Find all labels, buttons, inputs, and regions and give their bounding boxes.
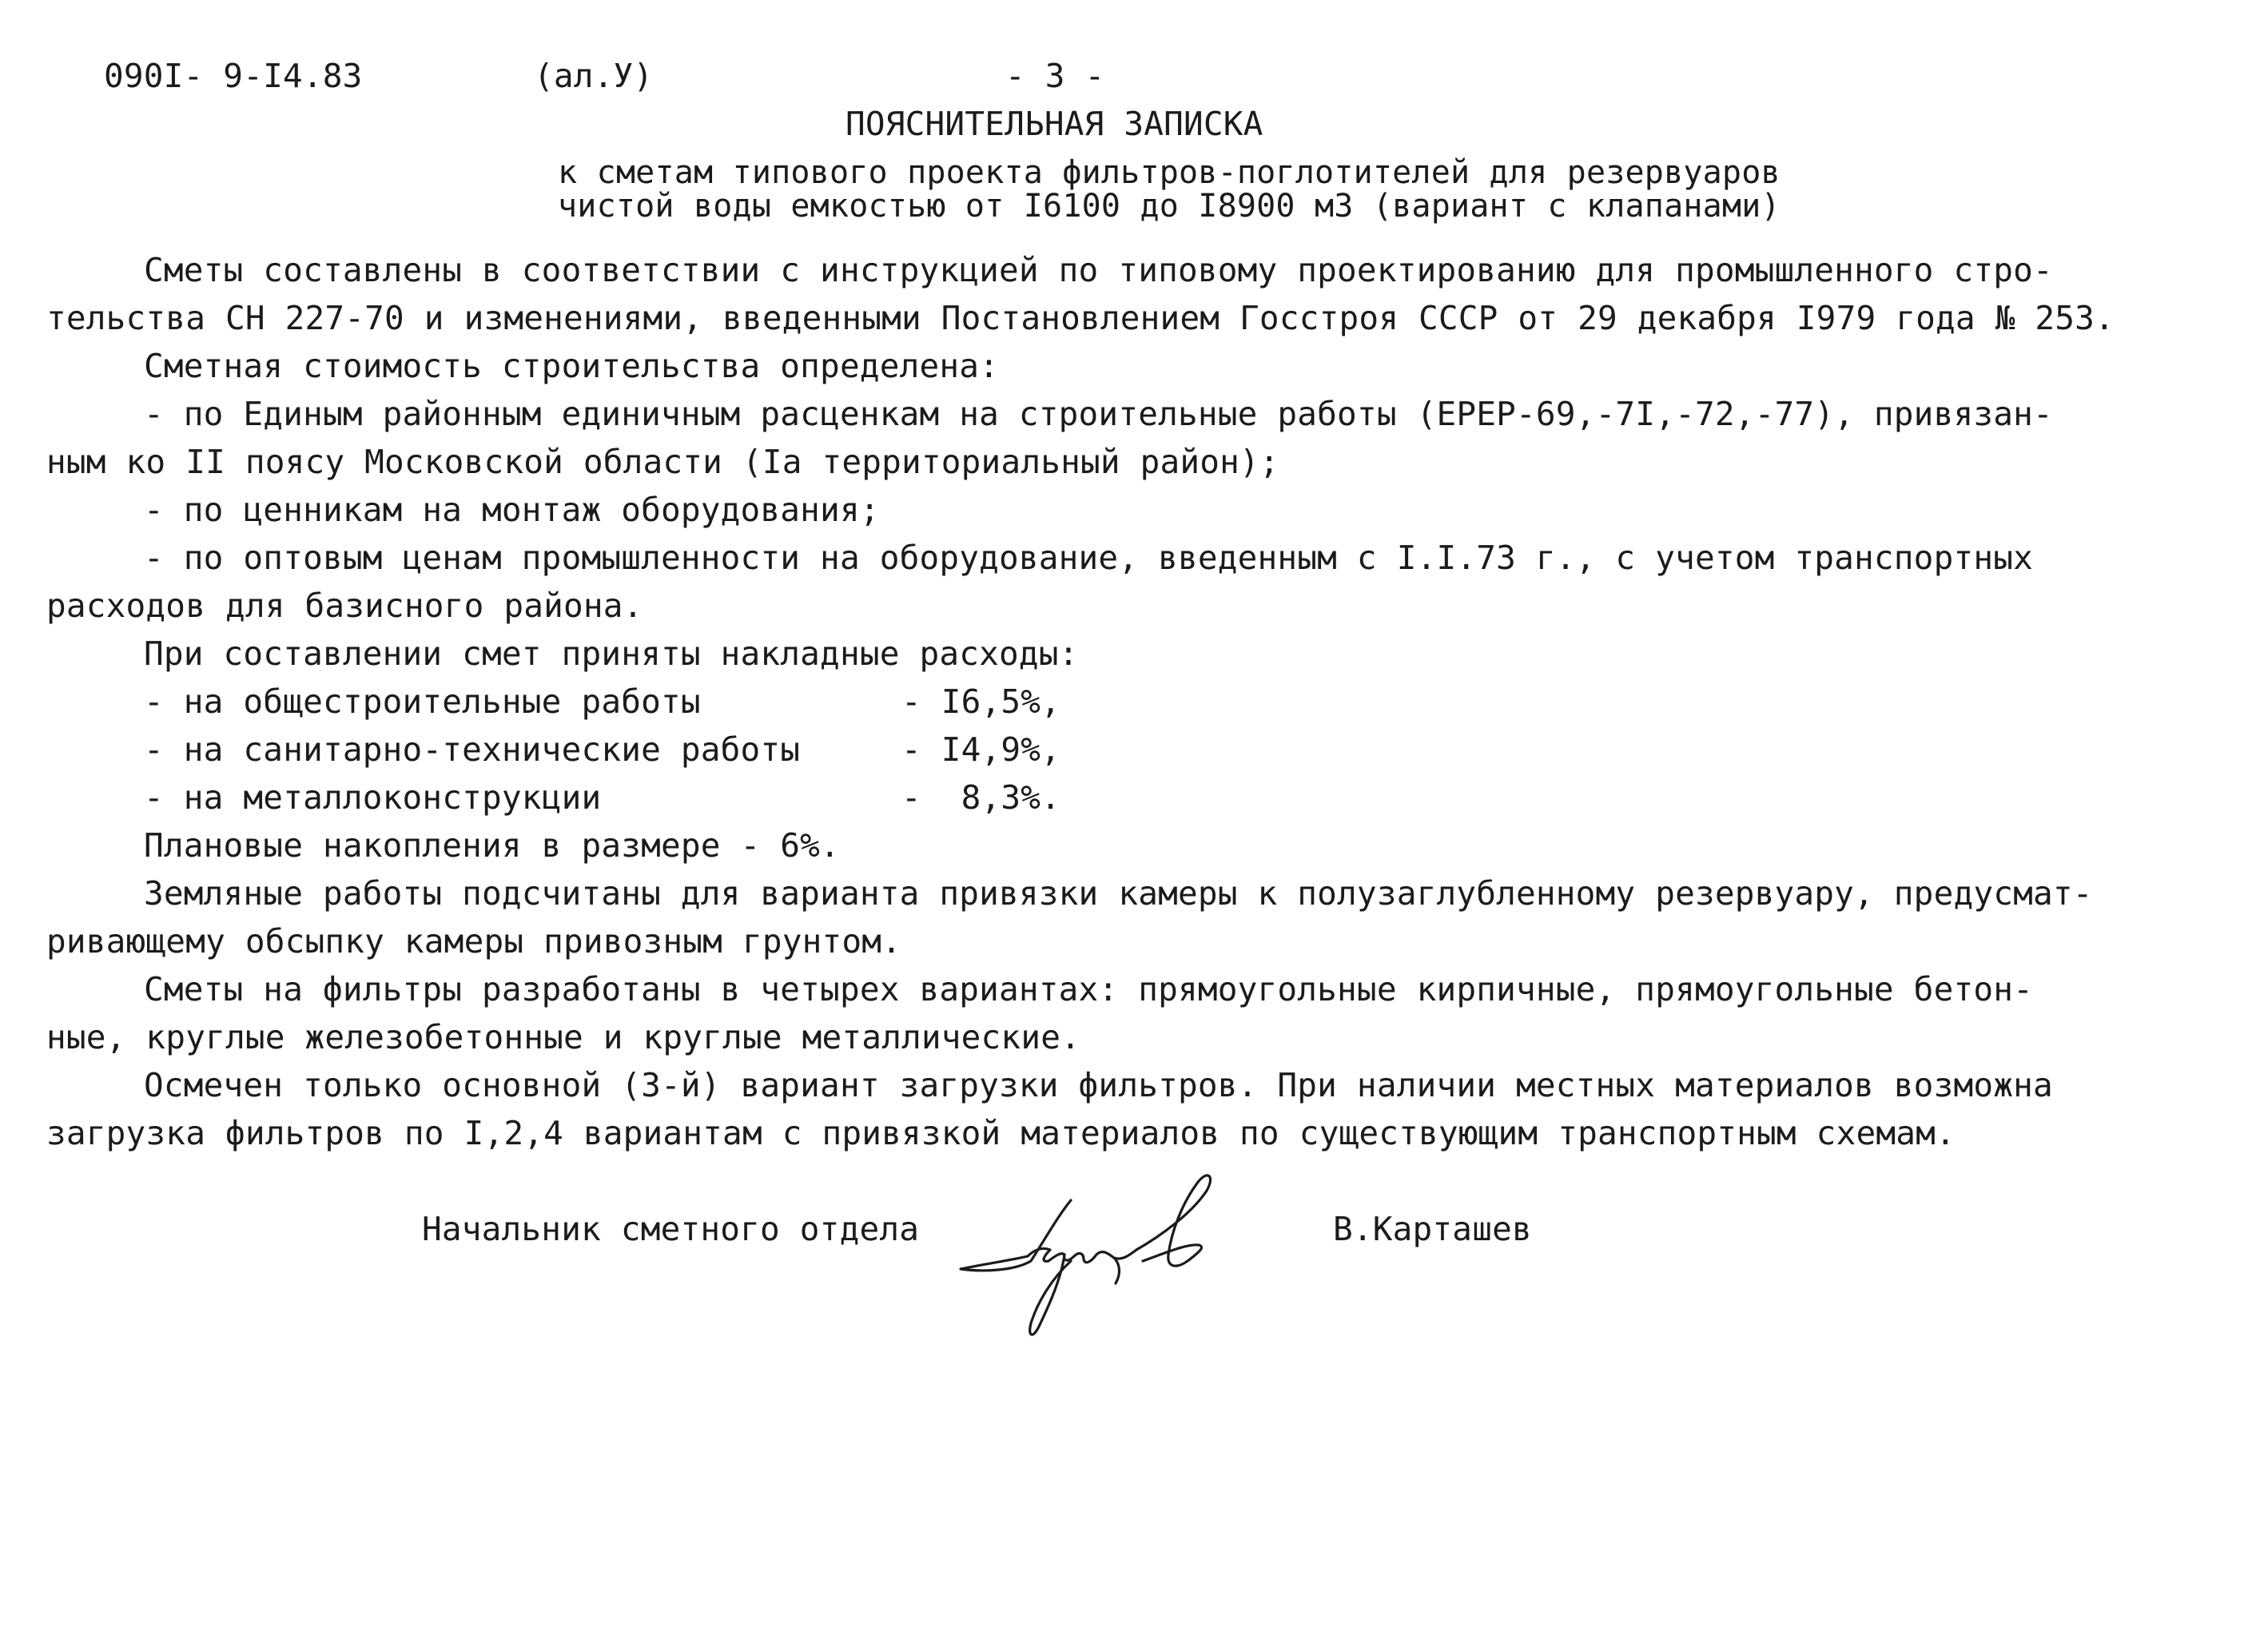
- body-line: Осмечен только основной (3-й) вариант загрузки фильтров. При наличии местных материалов возможна: [144, 1066, 2053, 1104]
- body-line: ривающему обсыпку камеры привозным грунтом.: [46, 922, 902, 961]
- overhead-rate-label: - на санитарно-технические работы: [144, 730, 801, 769]
- document-code: 090I- 9-I4.83: [104, 57, 363, 95]
- document-subtitle-line-1: к сметам типового проекта фильтров-поглотителей для резервуаров: [558, 154, 1781, 191]
- body-line: - по Единым районным единичным расценкам на строительные работы (ЕРЕР-69,-7I,-72,-77), привязан-: [144, 395, 2053, 433]
- signatory-name: В.Карташев: [1333, 1210, 1532, 1248]
- overhead-rate-label: - на общестроительные работы: [144, 682, 701, 721]
- body-line: тельства СН 227-70 и изменениями, введенными Постановлением Госстроя СССР от 29 декабря I979 года № 253.: [46, 299, 2115, 337]
- body-line: Сметы составлены в соответствии с инструкцией по типовому проектированию для промышленного стро-: [144, 251, 2053, 289]
- body-line: Сметы на фильтры разработаны в четырех вариантах: прямоугольные кирпичные, прямоугольные бетон-: [144, 970, 2033, 1008]
- page-number: - 3 -: [1005, 57, 1105, 95]
- body-line: расходов для базисного района.: [46, 587, 643, 625]
- body-line: ным ко II поясу Московской области (Iа территориальный район);: [46, 443, 1279, 481]
- body-line: Земляные работы подсчитаны для варианта привязки камеры к полузаглубленному резервуару, предусмат-: [144, 874, 2093, 913]
- document-subtitle-line-2: чистой воды емкостью от I6100 до I8900 м3 (вариант с клапанами): [558, 188, 1781, 225]
- overhead-rate-value: - 8,3%.: [901, 778, 1061, 817]
- body-line: - по ценникам на монтаж оборудования;: [144, 491, 880, 529]
- handwritten-signature: [951, 1167, 1255, 1343]
- overhead-rate-value: - I6,5%,: [901, 682, 1061, 721]
- document-title: ПОЯСНИТЕЛЬНАЯ ЗАПИСКА: [846, 105, 1263, 143]
- overhead-rate-label: - на металлоконструкции: [144, 778, 602, 817]
- body-line: При составлении смет приняты накладные расходы:: [144, 634, 1079, 673]
- signatory-role: Начальник сметного отдела: [422, 1210, 920, 1248]
- sheet-label: (ал.У): [534, 57, 654, 95]
- body-line: Сметная стоимость строительства определена:: [144, 347, 1000, 385]
- overhead-rate-value: - I4,9%,: [901, 730, 1061, 769]
- body-line: Плановые накопления в размере - 6%.: [144, 826, 840, 865]
- body-line: - по оптовым ценам промышленности на оборудование, введенным с I.I.73 г., с учетом транспортных: [144, 539, 2033, 577]
- body-line: загрузка фильтров по I,2,4 вариантам с привязкой материалов по существующим транспортным схемам.: [46, 1114, 1956, 1152]
- body-line: ные, круглые железобетонные и круглые металлические.: [46, 1018, 1080, 1056]
